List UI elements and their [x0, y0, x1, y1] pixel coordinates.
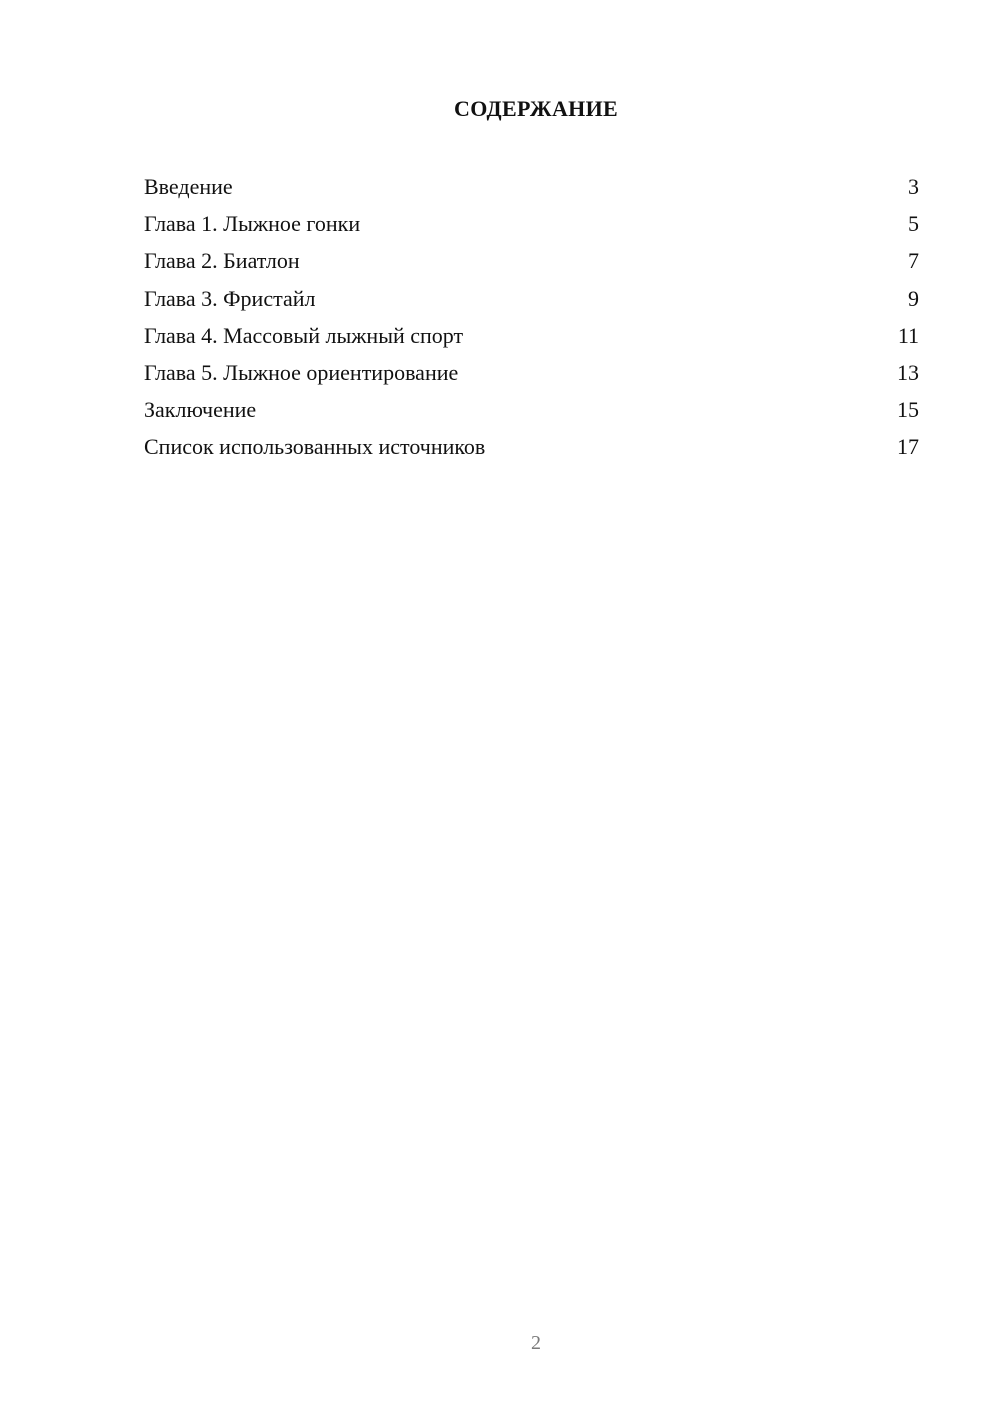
toc-entry — [144, 317, 919, 354]
toc-entry-label: Глава 3. Фристайл — [144, 285, 316, 311]
toc-entry — [144, 205, 919, 242]
toc-entry-label: Глава 4. Массовый лыжный спорт — [144, 322, 464, 348]
toc-entry-label: Список использованных источников — [144, 434, 486, 460]
toc-entry-page: 9 — [908, 285, 919, 311]
toc-entry-page: 5 — [908, 211, 919, 237]
toc-entry-label: Глава 1. Лыжное гонки — [144, 211, 361, 237]
toc-entry-label: Глава 5. Лыжное ориентирование — [144, 359, 459, 385]
toc-entry-page: 17 — [897, 434, 919, 460]
toc-entry — [144, 168, 919, 205]
toc-entry-label: Глава 2. Биатлон — [144, 248, 300, 274]
toc-entry — [144, 280, 919, 317]
toc-entry-page: 3 — [908, 174, 919, 199]
toc-entry-page: 13 — [897, 359, 919, 385]
toc-entry-page: 7 — [908, 248, 919, 274]
page-number: 2 — [531, 1332, 541, 1354]
toc-entry — [144, 391, 919, 428]
table-of-contents — [144, 168, 919, 466]
toc-entry-page: 15 — [897, 397, 919, 423]
page-title: СОДЕРЖАНИЕ — [454, 96, 618, 121]
toc-entry — [144, 428, 919, 465]
toc-entry-label: Введение — [144, 174, 233, 199]
toc-entry — [144, 354, 919, 391]
toc-entry-label: Заключение — [144, 397, 257, 423]
toc-entry-page: 11 — [897, 322, 919, 348]
toc-entry — [144, 242, 919, 279]
